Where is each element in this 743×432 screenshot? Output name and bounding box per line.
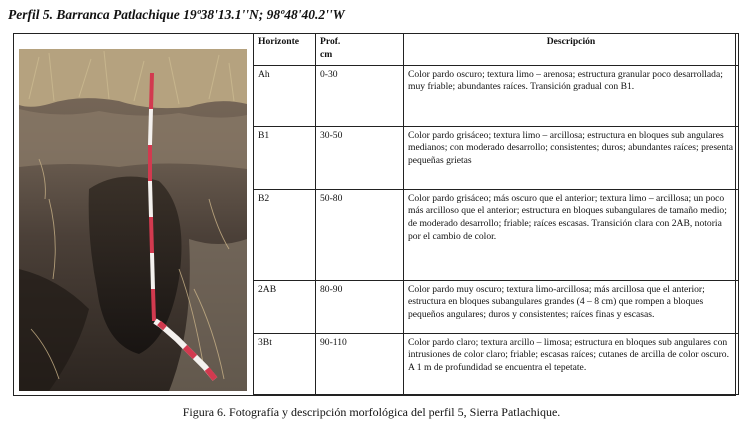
cell-descripcion: Color pardo grisáceo; más oscuro que el anterior; textura limo – arcillosa; un poco más arcilloso que el anterior; estructura en bloques subangulares de tamaño medio; de moderado desarrollo; friable; raíces escasas. Transición clara con 2AB, notoria por el cambio de color.	[404, 189, 739, 280]
figure-caption: Figura 6. Fotografía y descripción morfológica del perfil 5, Sierra Patlachique.	[182, 405, 561, 419]
cell-horizonte: B1	[254, 126, 316, 189]
col-header-descripcion: Descripción	[404, 34, 739, 66]
table-row	[254, 333, 739, 394]
cell-horizonte: Ah	[254, 65, 316, 126]
cell-descripcion: Color pardo claro; textura arcillo – limosa; estructura en bloques sub angulares con intrusiones de color claro; friable; escasas raíces; cutanes de arcilla de color oscuro. A 1 m de profundidad se encuentra el tepetate.	[404, 333, 739, 394]
cell-horizonte: 2AB	[254, 280, 316, 333]
cell-horizonte: B2	[254, 189, 316, 280]
cell-descripcion: Color pardo muy oscuro; textura limo-arcillosa; más arcillosa que el anterior; estructura en bloques subangulares grandes (4 – 8 cm) que rompen a bloques pequeños angulares; duros y consistentes; raíces finas y escasas.	[404, 280, 739, 333]
cell-horizonte: 3Bt	[254, 333, 316, 394]
cell-descripcion: Color pardo oscuro; textura limo – arenosa; estructura granular poco desarrollada; muy friable; abundantes raíces. Transición gradual con B1.	[404, 65, 739, 126]
table-row	[254, 189, 739, 280]
cell-prof: 0-30	[316, 65, 404, 126]
cell-prof: 50-80	[316, 189, 404, 280]
soil-profile-photo	[19, 49, 247, 391]
col-header-prof: Prof. cm	[316, 34, 404, 66]
table-row	[254, 126, 739, 189]
page-title: Perfil 5. Barranca Patlachique 19º38'13.1''N; 98º48'40.2''W	[8, 7, 345, 22]
cell-prof: 80-90	[316, 280, 404, 333]
profile-description-table	[253, 33, 739, 395]
col-header-horizonte: Horizonte	[254, 34, 316, 66]
table-row	[254, 65, 739, 126]
table-header-row	[254, 34, 739, 66]
figure-frame	[13, 33, 736, 396]
cell-descripcion: Color pardo grisáceo; textura limo – arcillosa; estructura en bloques sub angulares medianos; con moderado desarrollo; consistentes; duros; abundantes raíces; presenta pequeñas grietas	[404, 126, 739, 189]
cell-prof: 90-110	[316, 333, 404, 394]
table-row	[254, 280, 739, 333]
cell-prof: 30-50	[316, 126, 404, 189]
